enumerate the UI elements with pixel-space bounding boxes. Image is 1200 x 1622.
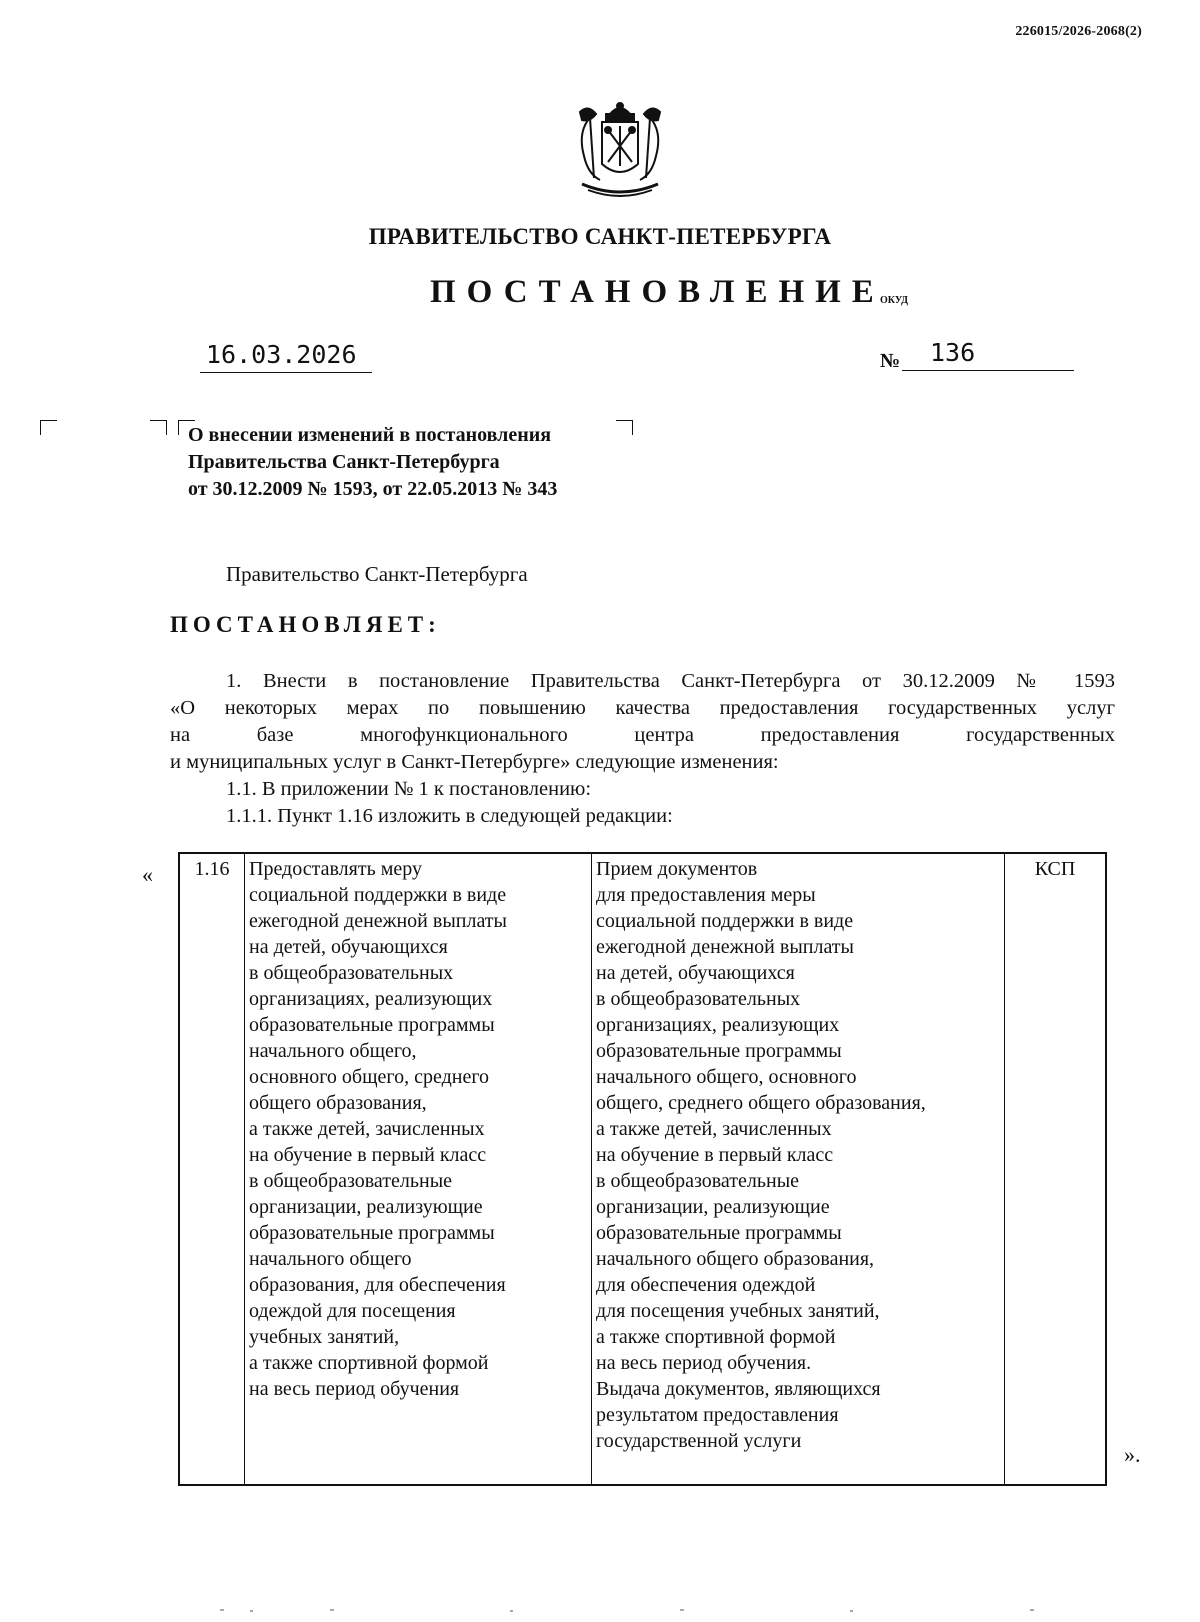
cell-item-number: 1.16 bbox=[179, 853, 245, 1485]
actions-line: а также спортивной формой bbox=[596, 1326, 836, 1348]
actions-line: начального общего образования, bbox=[596, 1248, 875, 1270]
subject-line: О внесении изменений в постановления bbox=[188, 424, 552, 446]
actions-line: на весь период обучения. bbox=[596, 1352, 812, 1374]
subject-line: Правительства Санкт-Петербурга bbox=[188, 451, 500, 473]
coat-of-arms-icon bbox=[566, 100, 674, 200]
body-text bbox=[170, 668, 1115, 830]
measure-line: на детей, обучающихся bbox=[249, 936, 448, 958]
measure-line: начального общего, bbox=[249, 1040, 417, 1062]
measure-line: в общеобразовательные bbox=[249, 1170, 453, 1192]
body-paragraph-line: и муниципальных услуг в Санкт-Петербурге» следующие изменения: bbox=[170, 751, 779, 773]
item-1-1-1: 1.1.1. Пункт 1.16 изложить в следующей редакции: bbox=[226, 805, 673, 827]
scan-noise-marks bbox=[210, 1606, 1070, 1616]
actions-line: для предоставления меры bbox=[596, 884, 816, 906]
actions-line: государственной услуги bbox=[596, 1430, 802, 1452]
amendment-table bbox=[178, 852, 1107, 1486]
body-paragraph-line: на базе многофункционального центра предоставления государственных bbox=[170, 724, 1115, 746]
quote-close: ». bbox=[1124, 1442, 1141, 1467]
measure-line: образовательные программы bbox=[249, 1014, 495, 1036]
actions-line: для обеспечения одеждой bbox=[596, 1274, 816, 1296]
subject-block bbox=[188, 422, 557, 503]
actions-line: для посещения учебных занятий, bbox=[596, 1300, 880, 1322]
actions-line: на обучение в первый класс bbox=[596, 1144, 834, 1166]
actions-line: образовательные программы bbox=[596, 1222, 842, 1244]
measure-line: на весь период обучения bbox=[249, 1378, 460, 1400]
body-paragraph-line: «О некоторых мерах по повышению качества предоставления государственных услуг bbox=[170, 697, 1115, 719]
actions-line: организации, реализующие bbox=[596, 1196, 830, 1218]
resolves-heading: ПОСТАНОВЛЯЕТ: bbox=[170, 612, 441, 637]
measure-line: образовательные программы bbox=[249, 1222, 495, 1244]
corner-mark-subject-start-right bbox=[150, 420, 167, 435]
measure-line: в общеобразовательных bbox=[249, 962, 454, 984]
body-paragraph-line: 1. Внести в постановление Правительства Санкт-Петербурга от 30.12.2009 № 1593 bbox=[226, 670, 1115, 692]
measure-line: общего образования, bbox=[249, 1092, 427, 1114]
actions-line: образовательные программы bbox=[596, 1040, 842, 1062]
number-underline bbox=[902, 370, 1074, 371]
measure-line: Предоставлять меру bbox=[249, 858, 422, 880]
subject-line: от 30.12.2009 № 1593, от 22.05.2013 № 343 bbox=[188, 478, 558, 500]
cell-actions bbox=[592, 853, 1005, 1485]
document-type-title: ПОСТАНОВЛЕНИЕ bbox=[430, 274, 885, 310]
item-1-1: 1.1. В приложении № 1 к постановлению: bbox=[226, 778, 592, 800]
cell-agency: КСП bbox=[1005, 853, 1107, 1485]
measure-line: одеждой для посещения bbox=[249, 1300, 456, 1322]
actions-line: социальной поддержки в виде bbox=[596, 910, 854, 932]
measure-line: начального общего bbox=[249, 1248, 412, 1270]
number-label: № bbox=[880, 350, 901, 372]
measure-line: учебных занятий, bbox=[249, 1326, 400, 1348]
measure-line: образования, для обеспечения bbox=[249, 1274, 506, 1296]
measure-line: организации, реализующие bbox=[249, 1196, 483, 1218]
table-row bbox=[179, 853, 1106, 1485]
quote-open: « bbox=[142, 862, 153, 887]
measure-line: организациях, реализующих bbox=[249, 988, 493, 1010]
document-date: 16.03.2026 bbox=[206, 340, 357, 369]
issuer-text: Правительство Санкт-Петербурга bbox=[226, 562, 528, 586]
actions-line: в общеобразовательных bbox=[596, 988, 801, 1010]
measure-line: а также детей, зачисленных bbox=[249, 1118, 485, 1140]
actions-line: начального общего, основного bbox=[596, 1066, 857, 1088]
measure-line: основного общего, среднего bbox=[249, 1066, 490, 1088]
corner-mark-subject-end bbox=[616, 420, 633, 435]
actions-line: результатом предоставления bbox=[596, 1404, 839, 1426]
date-underline bbox=[200, 372, 372, 373]
document-id: 226015/2026-2068(2) bbox=[1015, 24, 1142, 39]
okud-label: ОКУД bbox=[880, 295, 909, 306]
actions-line: в общеобразовательные bbox=[596, 1170, 800, 1192]
actions-line: организациях, реализующих bbox=[596, 1014, 840, 1036]
measure-line: на обучение в первый класс bbox=[249, 1144, 487, 1166]
actions-line: на детей, обучающихся bbox=[596, 962, 795, 984]
document-number: 136 bbox=[930, 338, 976, 367]
measure-line: а также спортивной формой bbox=[249, 1352, 489, 1374]
actions-line: а также детей, зачисленных bbox=[596, 1118, 832, 1140]
actions-line: Выдача документов, являющихся bbox=[596, 1378, 881, 1400]
government-title: ПРАВИТЕЛЬСТВО САНКТ-ПЕТЕРБУРГА bbox=[368, 224, 832, 249]
corner-mark-left bbox=[40, 420, 57, 435]
actions-line: Прием документов bbox=[596, 858, 758, 880]
actions-line: ежегодной денежной выплаты bbox=[596, 936, 854, 958]
measure-line: ежегодной денежной выплаты bbox=[249, 910, 507, 932]
cell-measure bbox=[245, 853, 592, 1485]
measure-line: социальной поддержки в виде bbox=[249, 884, 507, 906]
actions-line: общего, среднего общего образования, bbox=[596, 1092, 926, 1114]
